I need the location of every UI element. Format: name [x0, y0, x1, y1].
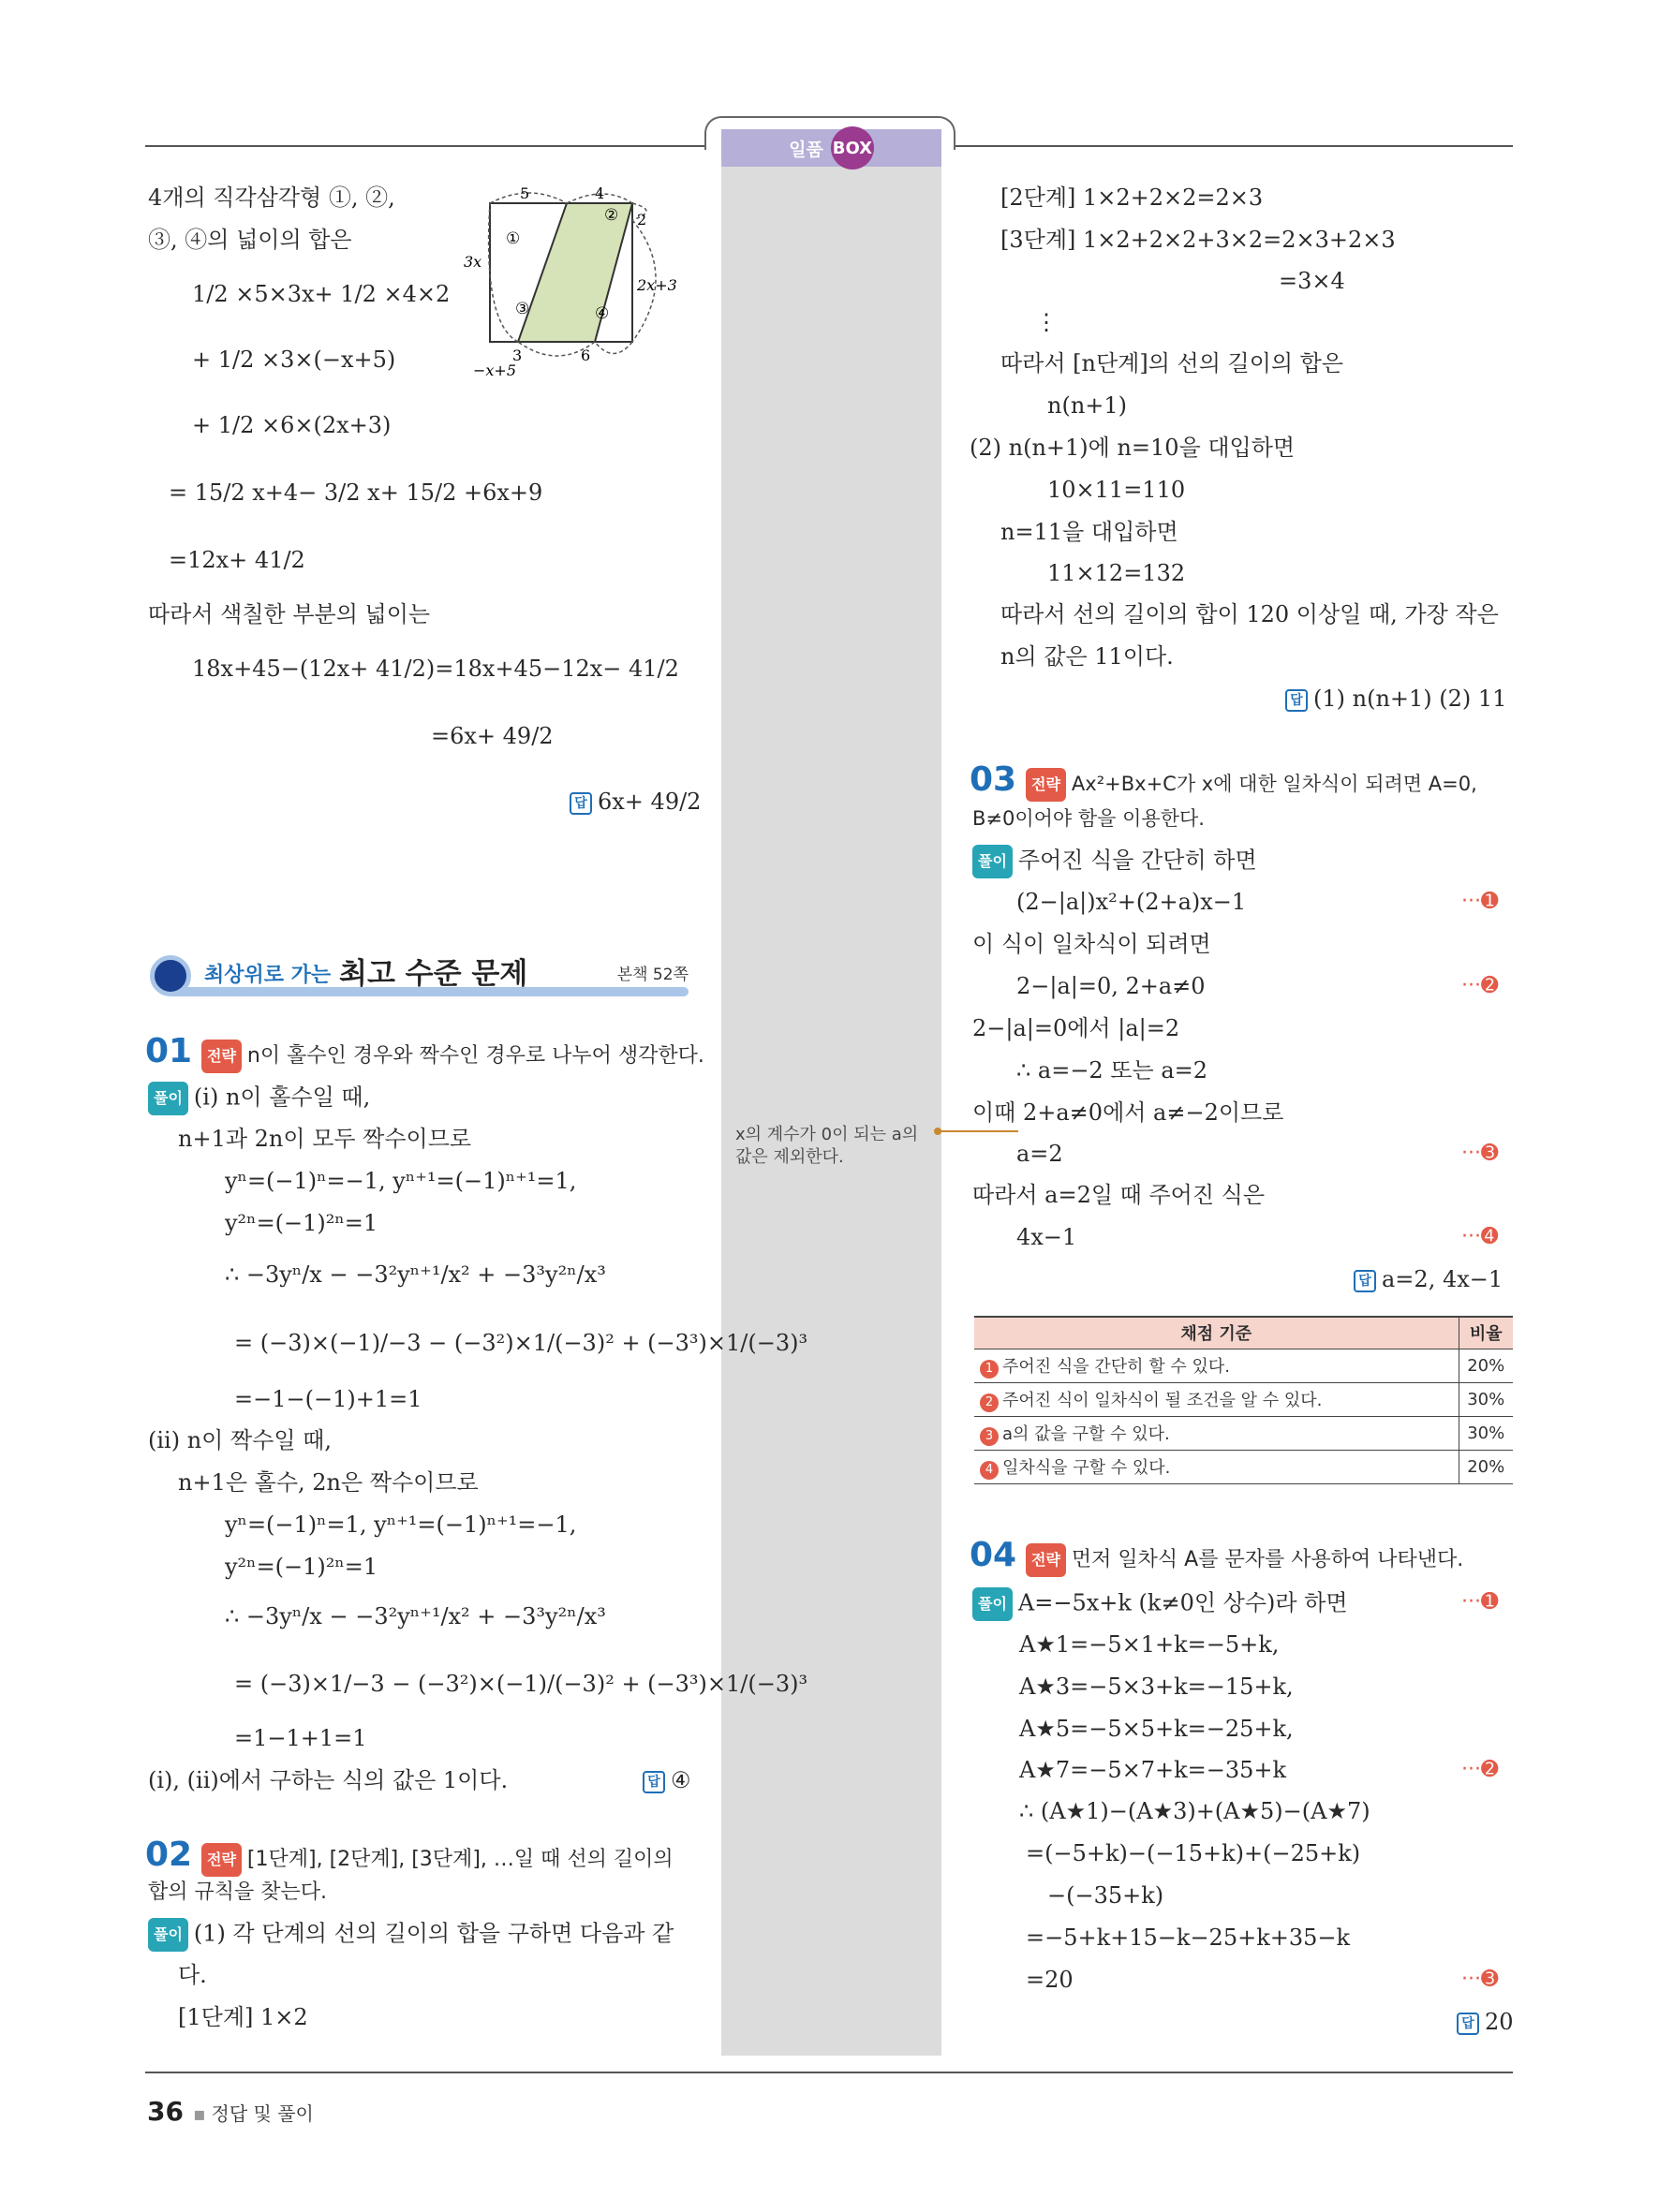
- p04-answer: [1457, 2007, 1514, 2037]
- p03-mark-4: ···➍: [1461, 1225, 1499, 1248]
- p01-line-11: ∴ −3yⁿ/x − −3²yⁿ⁺¹/x² + −3³y²ⁿ/x³: [225, 1603, 606, 1630]
- label-right-2: 2: [637, 211, 647, 229]
- p01-line-1: n+1과 2n이 모두 짝수이므로: [178, 1126, 472, 1152]
- label-circle-4: ④: [595, 304, 610, 323]
- p04-answer-text: 20: [1485, 2009, 1514, 2035]
- strategy-tag: 전략: [201, 1040, 242, 1073]
- answer-icon: 답: [570, 792, 592, 815]
- answer-icon: 답: [1354, 1270, 1376, 1292]
- p02-answer: [1285, 684, 1506, 714]
- strategy-tag: 전략: [201, 1843, 242, 1877]
- p01-strategy-text: n이 홀수인 경우와 짝수인 경우로 나누어 생각한다.: [246, 1044, 704, 1068]
- p03-line-0: [972, 845, 1257, 878]
- p03-line-1: (2−|a|)x²+(2+a)x−1: [1016, 889, 1247, 915]
- p03-answer: [1354, 1264, 1503, 1294]
- p02-r-3: ⋮: [1035, 309, 1058, 335]
- criteria-text: 주어진 식을 간단히 할 수 있다.: [1002, 1356, 1230, 1377]
- p04-mark-2: ···➋: [1461, 1758, 1499, 1781]
- p04-line-7: −(−35+k): [1047, 1882, 1164, 1909]
- p04-line-9: =20: [1026, 1967, 1074, 1993]
- p02-r-4: 따라서 [n단계]의 선의 길이의 합은: [1000, 350, 1344, 376]
- col-criteria: 채점 기준: [974, 1317, 1459, 1349]
- section-dot-icon: [150, 955, 191, 996]
- p01-line-12: = (−3)×1/−3 − (−3²)×(−1)/(−3)² + (−3³)×1/(−3)³: [234, 1671, 808, 1697]
- lt-line-4: + 1/2 ×6×(2x+3): [192, 412, 392, 438]
- ratio-cell: 20%: [1459, 1349, 1513, 1382]
- p03-line-2: 이 식이 일차식이 되려면: [972, 931, 1211, 957]
- center-column: [721, 131, 941, 2056]
- p03-line-8: 따라서 a=2일 때 주어진 식은: [972, 1182, 1266, 1208]
- p02-r-5: n(n+1): [1047, 392, 1128, 419]
- footer-label: 정답 및 풀이: [211, 2102, 314, 2125]
- p01-line-2: yⁿ=(−1)ⁿ=−1, yⁿ⁺¹=(−1)ⁿ⁺¹=1,: [225, 1168, 577, 1194]
- p01-line-6: =−1−(−1)+1=1: [234, 1386, 422, 1412]
- label-bottom-6: 6: [581, 347, 591, 364]
- p04-mark-3: ···➌: [1461, 1968, 1499, 1991]
- page-number: 36: [147, 2096, 184, 2127]
- p04-line-0: [972, 1587, 1348, 1621]
- p03-line-9: 4x−1: [1016, 1224, 1077, 1250]
- label-circle-1: ①: [506, 229, 521, 248]
- p02-r-7: 10×11=110: [1047, 477, 1186, 503]
- p01-answer: [643, 1765, 691, 1795]
- label-circle-2: ②: [604, 206, 619, 225]
- lt-line-1: ③, ④의 넓이의 합은: [148, 227, 352, 253]
- label-3x: 3x: [464, 253, 482, 271]
- lt-line-0: 4개의 직각삼각형 ①, ②,: [148, 184, 395, 211]
- answer-icon: 답: [1285, 689, 1308, 712]
- p03-mark-1: ···➊: [1461, 890, 1499, 913]
- solution-tag: 풀이: [148, 1082, 188, 1115]
- p04-line-5: ∴ (A★1)−(A★3)+(A★5)−(A★7): [1019, 1798, 1370, 1824]
- label-bottom-3: 3: [512, 347, 523, 364]
- p04-line-8: =−5+k+15−k−25+k+35−k: [1026, 1924, 1351, 1951]
- p03-line-0-text: 주어진 식을 간단히 하면: [1017, 847, 1257, 874]
- p01-line-4: ∴ −3yⁿ/x − −3²yⁿ⁺¹/x² + −3³y²ⁿ/x³: [225, 1261, 606, 1288]
- p01-line-0: [148, 1082, 370, 1115]
- p04-line-6: =(−5+k)−(−15+k)+(−25+k): [1026, 1840, 1361, 1866]
- lt-line-9: =6x+ 49/2: [431, 723, 554, 749]
- p02-r-10: 따라서 선의 길이의 합이 120 이상일 때, 가장 작은: [1000, 601, 1499, 627]
- footer-rule: [145, 2072, 1513, 2073]
- label-top-4: 4: [595, 184, 605, 202]
- p04-number: 04: [970, 1536, 1017, 1574]
- p03-line-5: ∴ a=−2 또는 a=2: [1016, 1057, 1208, 1084]
- side-note-connector: [934, 1127, 1018, 1136]
- p02-line-0: [148, 1918, 674, 1952]
- p03-line-3: 2−|a|=0, 2+a≠0: [1016, 973, 1206, 999]
- p04-line-1: A★1=−5×1+k=−5+k,: [1019, 1631, 1280, 1658]
- p03-mark-2: ···➋: [1461, 974, 1499, 997]
- p02-strategy: [201, 1843, 674, 1877]
- grading-table: [974, 1316, 1513, 1484]
- p01-line-8: n+1은 홀수, 2n은 짝수이므로: [178, 1469, 479, 1496]
- table-row: [974, 1416, 1513, 1450]
- lt-line-5: = 15/2 x+4− 3/2 x+ 15/2 +6x+9: [169, 479, 543, 506]
- header-box-title: [721, 129, 941, 167]
- p02-number: 02: [145, 1836, 193, 1874]
- ratio-cell: 30%: [1459, 1416, 1513, 1450]
- section-pre: 최상위로 가는: [204, 964, 332, 987]
- p02-r-8: n=11을 대입하면: [1000, 519, 1178, 545]
- step-badge: 3: [980, 1427, 999, 1446]
- p01-number: 01: [145, 1032, 193, 1070]
- p03-mark-3: ···➌: [1461, 1142, 1499, 1165]
- p04-line-4: A★7=−5×7+k=−35+k: [1019, 1757, 1287, 1783]
- p04-mark-1: ···➊: [1461, 1590, 1499, 1614]
- p01-answer-text: ④: [671, 1767, 691, 1793]
- p02-r-2: =3×4: [1279, 268, 1345, 294]
- p01-line-0-text: (i) n이 홀수일 때,: [193, 1084, 371, 1111]
- p02-r-11: n의 값은 11이다.: [1000, 643, 1174, 670]
- p04-strategy: [1026, 1543, 1463, 1577]
- header-rule-right: [954, 145, 1513, 147]
- p03-line-6: 이때 2+a≠0에서 a≠−2이므로: [972, 1099, 1284, 1126]
- p04-line-2: A★3=−5×3+k=−15+k,: [1019, 1674, 1294, 1700]
- p02-line-1: 다.: [178, 1962, 207, 1988]
- p03-number: 03: [970, 760, 1017, 799]
- col-ratio: 비율: [1459, 1317, 1513, 1349]
- table-row: [974, 1382, 1513, 1416]
- p01-line-9: yⁿ=(−1)ⁿ=1, yⁿ⁺¹=(−1)ⁿ⁺¹=−1,: [225, 1512, 577, 1538]
- p03-line-4: 2−|a|=0에서 |a|=2: [972, 1015, 1180, 1041]
- p02-r-0: [2단계] 1×2+2×2=2×3: [1000, 184, 1264, 211]
- section-heading: [150, 955, 689, 996]
- p03-strategy: [1026, 768, 1477, 802]
- side-note: x의 계수가 0이 되는 a의 값은 제외한다.: [735, 1125, 919, 1167]
- label-top-5: 5: [520, 184, 530, 202]
- label-x5: −x+5: [473, 361, 517, 379]
- answer-icon: 답: [643, 1771, 665, 1793]
- p01-line-10: y²ⁿ=(−1)²ⁿ=1: [225, 1554, 378, 1580]
- p03-strategy-text-1: Ax²+Bx+C가 x에 대한 일차식이 되려면 A=0,: [1071, 773, 1477, 795]
- p01-strategy: [201, 1040, 704, 1073]
- footer: [147, 2096, 314, 2127]
- p01-line-7: (ii) n이 짝수일 때,: [148, 1427, 332, 1453]
- criteria-text: 일차식을 구할 수 있다.: [1002, 1457, 1171, 1478]
- strategy-tag: 전략: [1026, 768, 1066, 802]
- section-page-ref: 본책 52쪽: [616, 966, 689, 984]
- lt-answer: [570, 787, 701, 817]
- lt-answer-text: 6x+ 49/2: [598, 789, 702, 815]
- section-title: 최고 수준 문제: [339, 957, 528, 991]
- step-badge: 2: [980, 1394, 999, 1412]
- p02-r-9: 11×12=132: [1047, 560, 1186, 586]
- p01-line-5: = (−3)×(−1)/−3 − (−3²)×1/(−3)² + (−3³)×1/(−3)³: [234, 1330, 808, 1356]
- header-label: 일품: [789, 139, 823, 160]
- p04-line-0-text: A=−5x+k (k≠0인 상수)라 하면: [1017, 1589, 1348, 1616]
- ratio-cell: 30%: [1459, 1382, 1513, 1416]
- solution-tag: 풀이: [972, 845, 1013, 878]
- lt-line-7: 따라서 색칠한 부분의 넓이는: [148, 601, 431, 627]
- strategy-tag: 전략: [1026, 1543, 1066, 1577]
- p01-line-14: (i), (ii)에서 구하는 식의 값은 1이다.: [148, 1767, 509, 1793]
- p02-strategy-text-1: [1단계], [2단계], [3단계], …일 때 선의 길이의: [246, 1848, 674, 1871]
- criteria-text: a의 값을 구할 수 있다.: [1002, 1423, 1170, 1444]
- p03-line-7: a=2: [1016, 1141, 1063, 1167]
- p03-strategy-2: B≠0이어야 함을 이용한다.: [972, 807, 1205, 830]
- table-header-row: [974, 1317, 1513, 1349]
- p02-line-0-text: (1) 각 단계의 선의 길이의 합을 구하면 다음과 같: [193, 1920, 674, 1947]
- quadrilateral-diagram: [464, 183, 689, 379]
- footer-bullet: ▪: [192, 2102, 206, 2125]
- ratio-cell: 20%: [1459, 1450, 1513, 1483]
- p02-line-2: [1단계] 1×2: [178, 2004, 308, 2030]
- p01-line-13: =1−1+1=1: [234, 1725, 367, 1751]
- criteria-text: 주어진 식이 일차식이 될 조건을 알 수 있다.: [1002, 1390, 1323, 1410]
- lt-line-8: 18x+45−(12x+ 41/2)=18x+45−12x− 41/2: [192, 656, 679, 682]
- answer-icon: 답: [1457, 2013, 1479, 2035]
- table-row: [974, 1349, 1513, 1382]
- p02-r-1: [3단계] 1×2+2×2+3×2=2×3+2×3: [1000, 227, 1396, 253]
- lt-line-2: 1/2 ×5×3x+ 1/2 ×4×2: [192, 281, 451, 307]
- p03-answer-text: a=2, 4x−1: [1382, 1266, 1503, 1292]
- header-rule-left: [145, 145, 707, 147]
- p02-answer-text: (1) n(n+1) (2) 11: [1313, 686, 1507, 712]
- solution-tag: 풀이: [148, 1918, 188, 1952]
- p02-r-6: (2) n(n+1)에 n=10을 대입하면: [970, 435, 1296, 461]
- p04-line-3: A★5=−5×5+k=−25+k,: [1019, 1716, 1294, 1742]
- box-badge: BOX: [831, 126, 874, 170]
- p02-strategy-2: 합의 규칙을 찾는다.: [148, 1880, 327, 1904]
- solution-tag: 풀이: [972, 1587, 1013, 1621]
- p04-strategy-text: 먼저 일차식 A를 문자를 사용하여 나타낸다.: [1071, 1548, 1464, 1571]
- step-badge: 4: [980, 1461, 999, 1480]
- table-row: [974, 1450, 1513, 1483]
- lt-line-3: + 1/2 ×3×(−x+5): [192, 347, 396, 373]
- label-circle-3: ③: [515, 300, 530, 318]
- lt-line-6: =12x+ 41/2: [169, 547, 305, 573]
- step-badge: 1: [980, 1360, 999, 1379]
- label-2x3: 2x+3: [637, 276, 677, 294]
- p01-line-3: y²ⁿ=(−1)²ⁿ=1: [225, 1210, 378, 1236]
